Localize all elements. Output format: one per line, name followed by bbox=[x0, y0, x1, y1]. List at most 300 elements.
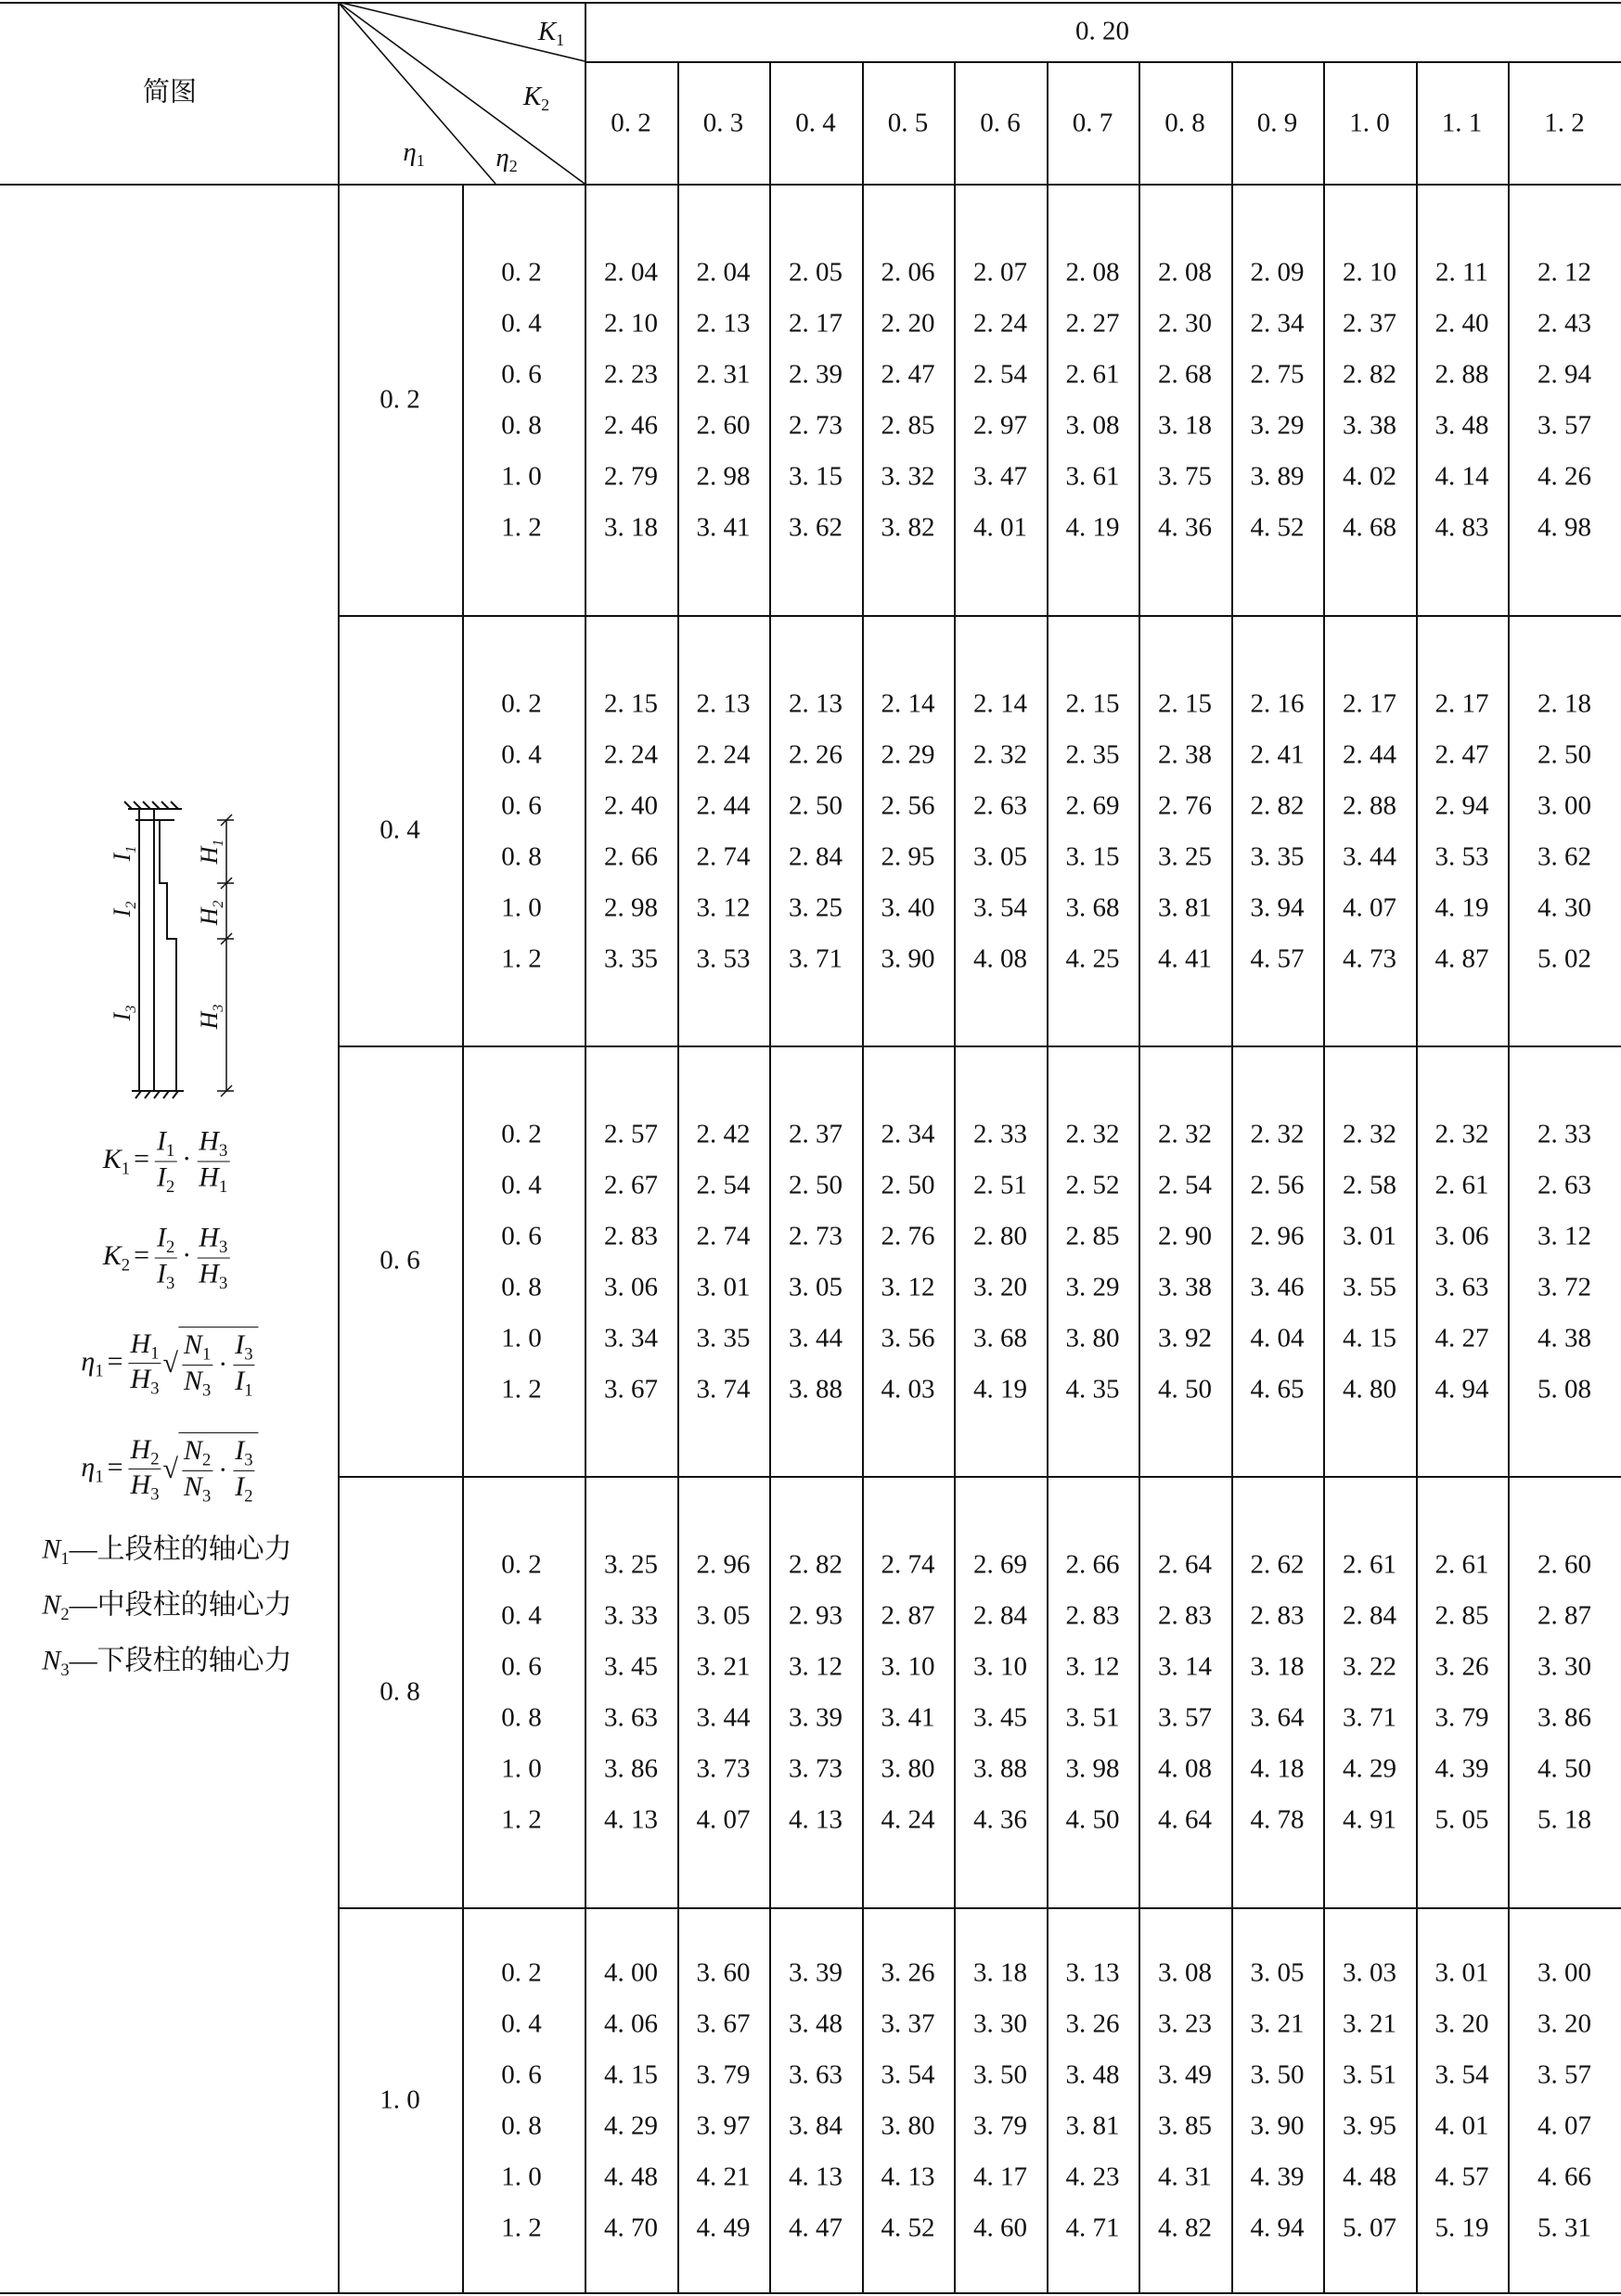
table-cell: 2. 95 bbox=[881, 841, 935, 872]
table-cell: 4. 50 bbox=[1065, 1804, 1120, 1835]
eta2-row-label: 0. 2 bbox=[501, 688, 542, 719]
table-cell: 3. 10 bbox=[973, 1651, 1027, 1682]
group-rule-1 bbox=[338, 615, 1621, 617]
h3-label: $H_3$ bbox=[196, 1004, 226, 1030]
table-cell: 2. 17 bbox=[1343, 688, 1396, 719]
table-cell: 3. 49 bbox=[1158, 2059, 1212, 2090]
table-cell: 2. 17 bbox=[789, 308, 843, 339]
table-cell: 3. 08 bbox=[1158, 1957, 1212, 1988]
table-cell: 2. 74 bbox=[696, 1221, 751, 1251]
table-cell: 3. 01 bbox=[1434, 1957, 1489, 1988]
table-cell: 3. 41 bbox=[696, 512, 751, 543]
eta2-row-label: 1. 0 bbox=[501, 1323, 542, 1353]
table-cell: 2. 43 bbox=[1537, 308, 1591, 339]
table-cell: 3. 62 bbox=[789, 512, 843, 543]
eta2-symbol: $\eta_2$ bbox=[495, 142, 518, 176]
table-cell: 3. 05 bbox=[696, 1600, 751, 1631]
k2-header-value: 1. 0 bbox=[1349, 108, 1390, 138]
table-cell: 2. 54 bbox=[1158, 1170, 1212, 1200]
table-cell: 2. 98 bbox=[604, 892, 658, 923]
eta2-row-label: 0. 8 bbox=[501, 1272, 542, 1302]
table-cell: 3. 63 bbox=[789, 2059, 843, 2090]
eta2-row-label: 1. 2 bbox=[501, 2213, 542, 2243]
table-cell: 4. 52 bbox=[881, 2213, 935, 2243]
table-cell: 2. 83 bbox=[1065, 1600, 1120, 1631]
table-cell: 4. 25 bbox=[1065, 943, 1120, 974]
table-cell: 2. 06 bbox=[881, 257, 935, 288]
table-cell: 5. 18 bbox=[1537, 1804, 1591, 1835]
table-cell: 2. 58 bbox=[1343, 1170, 1396, 1200]
k2-header-value: 0. 3 bbox=[702, 108, 744, 138]
table-cell: 2. 13 bbox=[696, 688, 751, 719]
table-cell: 3. 53 bbox=[696, 943, 751, 974]
table-cell: 2. 33 bbox=[1537, 1119, 1591, 1149]
table-cell: 2. 51 bbox=[973, 1170, 1027, 1200]
table-cell: 3. 45 bbox=[604, 1651, 658, 1682]
table-cell: 3. 54 bbox=[1434, 2059, 1489, 2090]
table-cell: 3. 68 bbox=[973, 1323, 1027, 1353]
table-cell: 2. 41 bbox=[1250, 739, 1305, 770]
table-cell: 3. 26 bbox=[1065, 2008, 1120, 2039]
table-cell: 2. 46 bbox=[604, 410, 658, 441]
table-cell: 3. 44 bbox=[789, 1323, 843, 1353]
table-cell: 2. 14 bbox=[973, 688, 1027, 719]
table-cell: 3. 98 bbox=[1065, 1753, 1120, 1784]
table-cell: 3. 68 bbox=[1065, 892, 1120, 923]
eta2-row-label: 0. 2 bbox=[501, 257, 542, 288]
table-cell: 2. 11 bbox=[1435, 257, 1488, 288]
table-cell: 2. 40 bbox=[1434, 308, 1489, 339]
table-cell: 3. 44 bbox=[696, 1702, 751, 1733]
table-cell: 4. 80 bbox=[1343, 1374, 1396, 1405]
table-cell: 2. 05 bbox=[789, 257, 843, 288]
table-cell: 3. 03 bbox=[1343, 1957, 1396, 1988]
eta2-row-label: 0. 4 bbox=[501, 308, 542, 339]
table-cell: 2. 83 bbox=[604, 1221, 658, 1251]
table-cell: 4. 64 bbox=[1158, 1804, 1212, 1835]
legend-n1: $N_1—$上段柱的轴心力 bbox=[42, 1533, 292, 1569]
table-cell: 4. 08 bbox=[973, 943, 1027, 974]
table-cell: 3. 05 bbox=[973, 841, 1027, 872]
table-cell: 2. 38 bbox=[1158, 739, 1212, 770]
table-cell: 2. 44 bbox=[1343, 739, 1396, 770]
eta2-row-label: 1. 2 bbox=[501, 943, 542, 974]
table-cell: 3. 57 bbox=[1158, 1702, 1212, 1733]
table-cell: 3. 88 bbox=[789, 1374, 843, 1405]
table-cell: 4. 21 bbox=[696, 2161, 751, 2192]
k2-col-rule bbox=[1047, 61, 1049, 2293]
table-cell: 4. 35 bbox=[1065, 1374, 1120, 1405]
table-cell: 2. 04 bbox=[604, 257, 658, 288]
table-cell: 3. 41 bbox=[881, 1702, 935, 1733]
table-cell: 4. 03 bbox=[881, 1374, 935, 1405]
table-cell: 4. 66 bbox=[1537, 2161, 1591, 2192]
table-cell: 3. 48 bbox=[789, 2008, 843, 2039]
table-cell: 2. 63 bbox=[1537, 1170, 1591, 1200]
eta2-formula: $\eta_1$ = $\frac{H_2}{H_3}$ √ $\frac{N_2}{N_3}$ · $\frac{I_3}{I_2}$ bbox=[81, 1432, 258, 1507]
table-cell: 2. 82 bbox=[1250, 790, 1305, 821]
table-cell: 2. 98 bbox=[696, 461, 751, 492]
table-cell: 2. 07 bbox=[973, 257, 1027, 288]
table-cell: 3. 53 bbox=[1434, 841, 1489, 872]
eta2-row-label: 0. 4 bbox=[501, 739, 542, 770]
table-cell: 2. 88 bbox=[1434, 359, 1489, 390]
h2-label: $H_2$ bbox=[196, 900, 226, 926]
k1-value: 0. 20 bbox=[1075, 16, 1129, 46]
bottom-rule bbox=[0, 2292, 1621, 2294]
table-cell: 4. 26 bbox=[1537, 461, 1591, 492]
table-cell: 3. 06 bbox=[604, 1272, 658, 1302]
table-cell: 2. 32 bbox=[973, 739, 1027, 770]
table-cell: 3. 79 bbox=[696, 2059, 751, 2090]
table-cell: 4. 13 bbox=[604, 1804, 658, 1835]
table-cell: 5. 08 bbox=[1537, 1374, 1591, 1405]
table-cell: 4. 29 bbox=[1343, 1753, 1396, 1784]
table-cell: 2. 27 bbox=[1065, 308, 1120, 339]
table-cell: 2. 94 bbox=[1537, 359, 1591, 390]
table-cell: 3. 72 bbox=[1537, 1272, 1591, 1302]
h1-label: $H_1$ bbox=[196, 839, 226, 865]
table-cell: 5. 05 bbox=[1434, 1804, 1489, 1835]
table-cell: 2. 44 bbox=[696, 790, 751, 821]
table-cell: 3. 20 bbox=[973, 1272, 1027, 1302]
table-cell: 3. 45 bbox=[973, 1702, 1027, 1733]
table-cell: 4. 30 bbox=[1537, 892, 1591, 923]
k2-header-value: 0. 7 bbox=[1072, 108, 1113, 138]
table-cell: 3. 44 bbox=[1343, 841, 1396, 872]
table-cell: 3. 20 bbox=[1537, 2008, 1591, 2039]
table-cell: 4. 13 bbox=[789, 2161, 843, 2192]
table-cell: 4. 24 bbox=[881, 1804, 935, 1835]
table-cell: 2. 12 bbox=[1537, 257, 1591, 288]
table-cell: 4. 94 bbox=[1250, 2213, 1305, 2243]
table-cell: 3. 63 bbox=[604, 1702, 658, 1733]
table-cell: 2. 31 bbox=[696, 359, 751, 390]
k2-header-value: 0. 6 bbox=[980, 108, 1021, 138]
table-cell: 2. 30 bbox=[1158, 308, 1212, 339]
table-cell: 2. 96 bbox=[696, 1549, 751, 1580]
i2-label: $I_2$ bbox=[109, 901, 139, 917]
table-cell: 2. 37 bbox=[1343, 308, 1396, 339]
k2-col-rule bbox=[862, 61, 864, 2293]
table-cell: 3. 81 bbox=[1158, 892, 1212, 923]
table-cell: 4. 87 bbox=[1434, 943, 1489, 974]
table-cell: 2. 79 bbox=[604, 461, 658, 492]
table-cell: 3. 67 bbox=[604, 1374, 658, 1405]
eta2-row-label: 1. 0 bbox=[501, 461, 542, 492]
eta2-row-label: 0. 2 bbox=[501, 1119, 542, 1149]
table-cell: 3. 14 bbox=[1158, 1651, 1212, 1682]
table-cell: 2. 73 bbox=[789, 410, 843, 441]
table-cell: 3. 34 bbox=[604, 1323, 658, 1353]
table-cell: 3. 26 bbox=[881, 1957, 935, 1988]
table-cell: 2. 39 bbox=[789, 359, 843, 390]
table-cell: 3. 90 bbox=[881, 943, 935, 974]
table-cell: 3. 80 bbox=[881, 2110, 935, 2141]
table-cell: 3. 50 bbox=[1250, 2059, 1305, 2090]
k2-col-rule bbox=[1323, 61, 1325, 2293]
eta1-symbol: $\eta_1$ bbox=[403, 136, 425, 171]
k2-col-rule bbox=[954, 61, 956, 2293]
table-cell: 4. 27 bbox=[1434, 1323, 1489, 1353]
table-cell: 2. 29 bbox=[881, 739, 935, 770]
table-cell: 4. 29 bbox=[604, 2110, 658, 2141]
table-cell: 5. 31 bbox=[1537, 2213, 1591, 2243]
k2-header-value: 0. 5 bbox=[887, 108, 929, 138]
eta1-group-label: 0. 2 bbox=[380, 384, 420, 414]
table-cell: 3. 71 bbox=[789, 943, 843, 974]
table-cell: 2. 08 bbox=[1158, 257, 1212, 288]
table-cell: 4. 36 bbox=[973, 1804, 1027, 1835]
legend-n2: $N_2—$中段柱的轴心力 bbox=[42, 1589, 292, 1624]
table-cell: 4. 07 bbox=[696, 1804, 751, 1835]
header-bottom-rule bbox=[0, 184, 1621, 186]
table-cell: 2. 84 bbox=[1343, 1600, 1396, 1631]
table-cell: 3. 80 bbox=[1065, 1323, 1120, 1353]
table-cell: 4. 13 bbox=[881, 2161, 935, 2192]
table-cell: 4. 39 bbox=[1250, 2161, 1305, 2192]
table-cell: 2. 84 bbox=[789, 841, 843, 872]
table-cell: 3. 64 bbox=[1250, 1702, 1305, 1733]
table-cell: 2. 42 bbox=[696, 1119, 751, 1149]
table-cell: 3. 73 bbox=[696, 1753, 751, 1784]
table-cell: 4. 91 bbox=[1343, 1804, 1396, 1835]
table-cell: 4. 39 bbox=[1434, 1753, 1489, 1784]
table-cell: 3. 90 bbox=[1250, 2110, 1305, 2141]
table-cell: 3. 88 bbox=[973, 1753, 1027, 1784]
table-cell: 2. 73 bbox=[789, 1221, 843, 1251]
table-cell: 4. 01 bbox=[973, 512, 1027, 543]
group-rule-2 bbox=[338, 1045, 1621, 1047]
table-cell: 4. 49 bbox=[696, 2213, 751, 2243]
k2-col-rule bbox=[677, 61, 679, 2293]
table-cell: 3. 25 bbox=[789, 892, 843, 923]
table-cell: 3. 57 bbox=[1537, 2059, 1591, 2090]
table-cell: 4. 98 bbox=[1537, 512, 1591, 543]
table-cell: 3. 97 bbox=[696, 2110, 751, 2141]
table-cell: 2. 63 bbox=[973, 790, 1027, 821]
k2-col-rule bbox=[769, 61, 771, 2293]
table-cell: 2. 54 bbox=[696, 1170, 751, 1200]
table-cell: 2. 60 bbox=[696, 410, 751, 441]
table-cell: 5. 02 bbox=[1537, 943, 1591, 974]
table-cell: 2. 69 bbox=[1065, 790, 1120, 821]
table-cell: 2. 15 bbox=[604, 688, 658, 719]
table-cell: 2. 76 bbox=[1158, 790, 1212, 821]
table-cell: 2. 09 bbox=[1250, 257, 1305, 288]
table-cell: 4. 41 bbox=[1158, 943, 1212, 974]
table-cell: 2. 47 bbox=[1434, 739, 1489, 770]
table-cell: 2. 50 bbox=[881, 1170, 935, 1200]
table-cell: 4. 38 bbox=[1537, 1323, 1591, 1353]
table-cell: 2. 08 bbox=[1065, 257, 1120, 288]
table-cell: 2. 52 bbox=[1065, 1170, 1120, 1200]
table-cell: 2. 47 bbox=[881, 359, 935, 390]
eta2-row-label: 0. 6 bbox=[501, 1651, 542, 1682]
table-cell: 4. 15 bbox=[1343, 1323, 1396, 1353]
table-cell: 3. 35 bbox=[604, 943, 658, 974]
table-cell: 2. 13 bbox=[789, 688, 843, 719]
table-cell: 3. 84 bbox=[789, 2110, 843, 2141]
table-cell: 2. 69 bbox=[973, 1549, 1027, 1580]
table-cell: 2. 13 bbox=[696, 308, 751, 339]
table-cell: 2. 34 bbox=[1250, 308, 1305, 339]
table-cell: 3. 21 bbox=[1343, 2008, 1396, 2039]
table-cell: 3. 15 bbox=[1065, 841, 1120, 872]
table-cell: 3. 89 bbox=[1250, 461, 1305, 492]
table-cell: 2. 82 bbox=[1343, 359, 1396, 390]
table-cell: 3. 30 bbox=[973, 2008, 1027, 2039]
eta2-row-label: 0. 8 bbox=[501, 2110, 542, 2141]
table-cell: 3. 79 bbox=[973, 2110, 1027, 2141]
table-cell: 2. 74 bbox=[881, 1549, 935, 1580]
eta2-col-rule bbox=[585, 2, 586, 2293]
legend-n3: $N_3—$下段柱的轴心力 bbox=[42, 1645, 292, 1680]
table-cell: 4. 23 bbox=[1065, 2161, 1120, 2192]
k2-header-value: 0. 9 bbox=[1256, 108, 1298, 138]
eta1-group-label: 1. 0 bbox=[380, 2084, 420, 2114]
table-cell: 2. 04 bbox=[696, 257, 751, 288]
table-cell: 3. 18 bbox=[1158, 410, 1212, 441]
eta2-row-label: 1. 2 bbox=[501, 1374, 542, 1405]
table-cell: 3. 86 bbox=[604, 1753, 658, 1784]
eta1-col-rule bbox=[462, 184, 464, 2293]
table-cell: 2. 54 bbox=[973, 359, 1027, 390]
table-cell: 2. 32 bbox=[1434, 1119, 1489, 1149]
eta2-row-label: 0. 2 bbox=[501, 1549, 542, 1580]
table-cell: 2. 32 bbox=[1343, 1119, 1396, 1149]
table-cell: 3. 94 bbox=[1250, 892, 1305, 923]
group-rule-3 bbox=[338, 1476, 1621, 1478]
group-rule-4 bbox=[338, 1907, 1621, 1909]
table-cell: 4. 18 bbox=[1250, 1753, 1305, 1784]
table-cell: 3. 57 bbox=[1537, 410, 1591, 441]
table-cell: 3. 12 bbox=[881, 1272, 935, 1302]
eta2-row-label: 0. 6 bbox=[501, 359, 542, 390]
table-cell: 3. 79 bbox=[1434, 1702, 1489, 1733]
table-cell: 3. 33 bbox=[604, 1600, 658, 1631]
table-cell: 3. 54 bbox=[973, 892, 1027, 923]
table-cell: 2. 61 bbox=[1434, 1549, 1489, 1580]
eta2-row-label: 1. 2 bbox=[501, 1804, 542, 1835]
table-cell: 3. 22 bbox=[1343, 1651, 1396, 1682]
table-cell: 3. 95 bbox=[1343, 2110, 1396, 2141]
table-cell: 4. 17 bbox=[973, 2161, 1027, 2192]
table-cell: 2. 97 bbox=[973, 410, 1027, 441]
table-cell: 2. 16 bbox=[1250, 688, 1305, 719]
table-cell: 2. 37 bbox=[789, 1119, 843, 1149]
table-cell: 2. 18 bbox=[1537, 688, 1591, 719]
table-cell: 2. 24 bbox=[696, 739, 751, 770]
table-cell: 2. 32 bbox=[1158, 1119, 1212, 1149]
table-cell: 4. 57 bbox=[1250, 943, 1305, 974]
table-cell: 3. 47 bbox=[973, 461, 1027, 492]
table-cell: 2. 15 bbox=[1158, 688, 1212, 719]
table-cell: 2. 61 bbox=[1343, 1549, 1396, 1580]
k2-header-value: 0. 2 bbox=[611, 108, 651, 138]
k2-col-rule bbox=[1139, 61, 1140, 2293]
table-cell: 3. 20 bbox=[1434, 2008, 1489, 2039]
table-cell: 3. 46 bbox=[1250, 1272, 1305, 1302]
table-cell: 4. 48 bbox=[604, 2161, 658, 2192]
table-cell: 3. 48 bbox=[1434, 410, 1489, 441]
table-cell: 2. 35 bbox=[1065, 739, 1120, 770]
table-cell: 3. 61 bbox=[1065, 461, 1120, 492]
table-cell: 2. 50 bbox=[1537, 739, 1591, 770]
eta2-row-label: 0. 4 bbox=[501, 1170, 542, 1200]
table-cell: 3. 29 bbox=[1065, 1272, 1120, 1302]
table-cell: 3. 63 bbox=[1434, 1272, 1489, 1302]
table-cell: 2. 62 bbox=[1250, 1549, 1305, 1580]
table-cell: 3. 38 bbox=[1343, 410, 1396, 441]
table-cell: 3. 86 bbox=[1537, 1702, 1591, 1733]
table-cell: 2. 61 bbox=[1065, 359, 1120, 390]
table-cell: 3. 35 bbox=[1250, 841, 1305, 872]
table-cell: 4. 01 bbox=[1434, 2110, 1489, 2141]
table-cell: 3. 00 bbox=[1537, 790, 1591, 821]
table-cell: 4. 31 bbox=[1158, 2161, 1212, 2192]
table-cell: 2. 84 bbox=[973, 1600, 1027, 1631]
table-cell: 4. 70 bbox=[604, 2213, 658, 2243]
table-cell: 2. 87 bbox=[1537, 1600, 1591, 1631]
table-cell: 3. 74 bbox=[696, 1374, 751, 1405]
table-cell: 2. 61 bbox=[1434, 1170, 1489, 1200]
table-cell: 4. 57 bbox=[1434, 2161, 1489, 2192]
table-cell: 2. 66 bbox=[1065, 1549, 1120, 1580]
table-cell: 4. 52 bbox=[1250, 512, 1305, 543]
eta1-group-label: 0. 6 bbox=[380, 1245, 420, 1276]
table-cell: 2. 60 bbox=[1537, 1549, 1591, 1580]
table-cell: 3. 35 bbox=[696, 1323, 751, 1353]
table-cell: 3. 01 bbox=[1343, 1221, 1396, 1251]
top-rule bbox=[0, 2, 1621, 4]
k2-header-value: 0. 8 bbox=[1164, 108, 1205, 138]
table-cell: 2. 57 bbox=[604, 1119, 658, 1149]
table-cell: 3. 01 bbox=[696, 1272, 751, 1302]
table-cell: 2. 24 bbox=[973, 308, 1027, 339]
table-cell: 2. 87 bbox=[881, 1600, 935, 1631]
table-cell: 4. 60 bbox=[973, 2213, 1027, 2243]
table-cell: 3. 40 bbox=[881, 892, 935, 923]
table-cell: 4. 15 bbox=[604, 2059, 658, 2090]
table-cell: 4. 19 bbox=[973, 1374, 1027, 1405]
table-cell: 4. 07 bbox=[1537, 2110, 1591, 2141]
table-cell: 2. 85 bbox=[1065, 1221, 1120, 1251]
k2-header-value: 1. 1 bbox=[1441, 108, 1483, 138]
table-cell: 4. 47 bbox=[789, 2213, 843, 2243]
table-cell: 3. 05 bbox=[1250, 1957, 1305, 1988]
table-cell: 5. 07 bbox=[1343, 2213, 1396, 2243]
eta2-row-label: 0. 6 bbox=[501, 1221, 542, 1251]
table-cell: 2. 64 bbox=[1158, 1549, 1212, 1580]
diagram-col-rule bbox=[338, 2, 340, 2293]
table-cell: 4. 82 bbox=[1158, 2213, 1212, 2243]
table-cell: 4. 94 bbox=[1434, 1374, 1489, 1405]
table-cell: 3. 81 bbox=[1065, 2110, 1120, 2141]
table-cell: 2. 10 bbox=[1343, 257, 1396, 288]
table-cell: 3. 80 bbox=[881, 1753, 935, 1784]
k2-header-value: 0. 4 bbox=[795, 108, 836, 138]
i3-label: $I_3$ bbox=[109, 1005, 139, 1021]
table-cell: 3. 39 bbox=[789, 1702, 843, 1733]
table-cell: 3. 62 bbox=[1537, 841, 1591, 872]
table-cell: 3. 37 bbox=[881, 2008, 935, 2039]
table-cell: 3. 15 bbox=[789, 461, 843, 492]
table-cell: 3. 48 bbox=[1065, 2059, 1120, 2090]
table-cell: 3. 10 bbox=[881, 1651, 935, 1682]
table-cell: 3. 25 bbox=[1158, 841, 1212, 872]
table-cell: 4. 71 bbox=[1065, 2213, 1120, 2243]
